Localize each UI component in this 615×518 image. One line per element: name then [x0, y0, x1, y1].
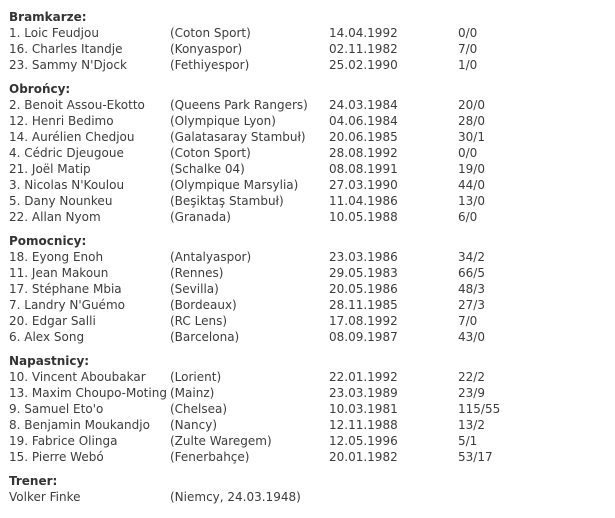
player-club: (Galatasaray Stambuł) [170, 130, 306, 144]
player-name: 16. Charles Itandje [9, 42, 123, 56]
roster-section [9, 9, 609, 73]
player-caps-goals: 27/3 [458, 298, 485, 312]
player-club: (Coton Sport) [170, 146, 251, 160]
player-club: (Sevilla) [170, 282, 219, 296]
player-club: (Barcelona) [170, 330, 240, 344]
player-caps-goals: 0/0 [458, 146, 478, 160]
player-caps-goals: 43/0 [458, 330, 485, 344]
player-caps-goals: 66/5 [458, 266, 485, 280]
player-name: 1. Loic Feudjou [9, 26, 99, 40]
player-birth-date: 08.08.1991 [329, 162, 398, 176]
player-club: (Chelsea) [170, 402, 228, 416]
player-name: 18. Eyong Enoh [9, 250, 104, 264]
player-birth-date: 10.05.1988 [329, 210, 398, 224]
player-birth-date: 10.03.1981 [329, 402, 398, 416]
player-club: (Bordeaux) [170, 298, 237, 312]
player-caps-goals: 28/0 [458, 114, 485, 128]
player-row [9, 265, 609, 281]
player-birth-date: 23.03.1989 [329, 386, 398, 400]
squad-roster [9, 9, 609, 513]
player-caps-goals: 1/0 [458, 58, 478, 72]
player-birth-date: 22.01.1992 [329, 370, 398, 384]
player-caps-goals: 53/17 [458, 450, 493, 464]
player-club: (RC Lens) [170, 314, 228, 328]
player-row [9, 281, 609, 297]
player-club: (Konyaspor) [170, 42, 243, 56]
player-club: (Coton Sport) [170, 26, 251, 40]
player-birth-date: 24.03.1984 [329, 98, 398, 112]
player-name: 17. Stéphane Mbia [9, 282, 122, 296]
player-row [9, 313, 609, 329]
player-row [9, 41, 609, 57]
player-caps-goals: 13/2 [458, 418, 485, 432]
player-birth-date: 25.02.1990 [329, 58, 398, 72]
player-name: 5. Dany Nounkeu [9, 194, 113, 208]
player-caps-goals: 13/0 [458, 194, 485, 208]
player-club: (Beşiktaş Stambuł) [170, 194, 284, 208]
player-name: 19. Fabrice Olinga [9, 434, 118, 448]
player-name: 20. Edgar Salli [9, 314, 96, 328]
player-caps-goals: 23/9 [458, 386, 485, 400]
player-caps-goals: 48/3 [458, 282, 485, 296]
player-caps-goals: 0/0 [458, 26, 478, 40]
player-club: (Fenerbahçe) [170, 450, 250, 464]
player-club: (Rennes) [170, 266, 224, 280]
player-row [9, 209, 609, 225]
player-row [9, 417, 609, 433]
player-name: 14. Aurélien Chedjou [9, 130, 135, 144]
player-birth-date: 12.11.1988 [329, 418, 398, 432]
roster-section [9, 81, 609, 225]
player-row [9, 401, 609, 417]
player-club: (Olympique Marsylia) [170, 178, 299, 192]
section-heading: Obrońcy: [9, 82, 71, 96]
player-club: (Antalyaspor) [170, 250, 252, 264]
player-name: 15. Pierre Webó [9, 450, 104, 464]
player-club: (Granada) [170, 210, 231, 224]
player-club: (Niemcy, 24.03.1948) [170, 490, 301, 504]
player-row [9, 25, 609, 41]
section-heading: Napastnicy: [9, 354, 90, 368]
player-caps-goals: 19/0 [458, 162, 485, 176]
player-row [9, 297, 609, 313]
player-row [9, 249, 609, 265]
player-birth-date: 29.05.1983 [329, 266, 398, 280]
player-name: 21. Joël Matip [9, 162, 91, 176]
player-birth-date: 08.09.1987 [329, 330, 398, 344]
player-club: (Olympique Lyon) [170, 114, 276, 128]
player-name: 6. Alex Song [9, 330, 85, 344]
player-caps-goals: 22/2 [458, 370, 485, 384]
player-row [9, 161, 609, 177]
player-row [9, 177, 609, 193]
player-name: 2. Benoit Assou-Ekotto [9, 98, 145, 112]
player-row [9, 329, 609, 345]
player-club: (Nancy) [170, 418, 217, 432]
player-row [9, 433, 609, 449]
player-row [9, 385, 609, 401]
roster-section [9, 233, 609, 345]
player-club: (Mainz) [170, 386, 215, 400]
player-row [9, 193, 609, 209]
section-heading: Bramkarze: [9, 10, 87, 24]
section-heading: Trener: [9, 474, 58, 488]
player-row [9, 113, 609, 129]
roster-section [9, 473, 609, 505]
player-row [9, 57, 609, 73]
player-caps-goals: 7/0 [458, 314, 478, 328]
player-name: 7. Landry N'Guémo [9, 298, 125, 312]
player-birth-date: 27.03.1990 [329, 178, 398, 192]
player-name: 8. Benjamin Moukandjo [9, 418, 150, 432]
player-birth-date: 23.03.1986 [329, 250, 398, 264]
player-birth-date: 28.08.1992 [329, 146, 398, 160]
player-row [9, 489, 609, 505]
player-birth-date: 11.04.1986 [329, 194, 398, 208]
player-birth-date: 02.11.1982 [329, 42, 398, 56]
player-name: 3. Nicolas N'Koulou [9, 178, 125, 192]
player-caps-goals: 7/0 [458, 42, 478, 56]
player-name: 12. Henri Bedimo [9, 114, 114, 128]
player-birth-date: 20.05.1986 [329, 282, 398, 296]
player-name: 22. Allan Nyom [9, 210, 101, 224]
player-caps-goals: 34/2 [458, 250, 485, 264]
player-club: (Queens Park Rangers) [170, 98, 308, 112]
player-caps-goals: 115/55 [458, 402, 501, 416]
section-heading: Pomocnicy: [9, 234, 87, 248]
player-caps-goals: 6/0 [458, 210, 478, 224]
roster-section [9, 353, 609, 465]
player-row [9, 369, 609, 385]
player-name: 9. Samuel Eto'o [9, 402, 104, 416]
player-caps-goals: 44/0 [458, 178, 485, 192]
player-name: 10. Vincent Aboubakar [9, 370, 146, 384]
player-name: 11. Jean Makoun [9, 266, 109, 280]
player-row [9, 145, 609, 161]
player-birth-date: 17.08.1992 [329, 314, 398, 328]
player-birth-date: 04.06.1984 [329, 114, 398, 128]
player-birth-date: 28.11.1985 [329, 298, 398, 312]
player-name: 13. Maxim Choupo-Moting [9, 386, 167, 400]
player-caps-goals: 5/1 [458, 434, 478, 448]
player-club: (Schalke 04) [170, 162, 245, 176]
player-name: Volker Finke [9, 490, 81, 504]
player-row [9, 129, 609, 145]
player-caps-goals: 20/0 [458, 98, 485, 112]
player-caps-goals: 30/1 [458, 130, 485, 144]
player-club: (Zulte Waregem) [170, 434, 272, 448]
player-club: (Lorient) [170, 370, 222, 384]
player-club: (Fethiyespor) [170, 58, 250, 72]
player-birth-date: 12.05.1996 [329, 434, 398, 448]
player-birth-date: 14.04.1992 [329, 26, 398, 40]
player-birth-date: 20.06.1985 [329, 130, 398, 144]
player-row [9, 97, 609, 113]
player-name: 23. Sammy N'Djock [9, 58, 127, 72]
player-row [9, 449, 609, 465]
player-name: 4. Cédric Djeugoue [9, 146, 124, 160]
player-birth-date: 20.01.1982 [329, 450, 398, 464]
